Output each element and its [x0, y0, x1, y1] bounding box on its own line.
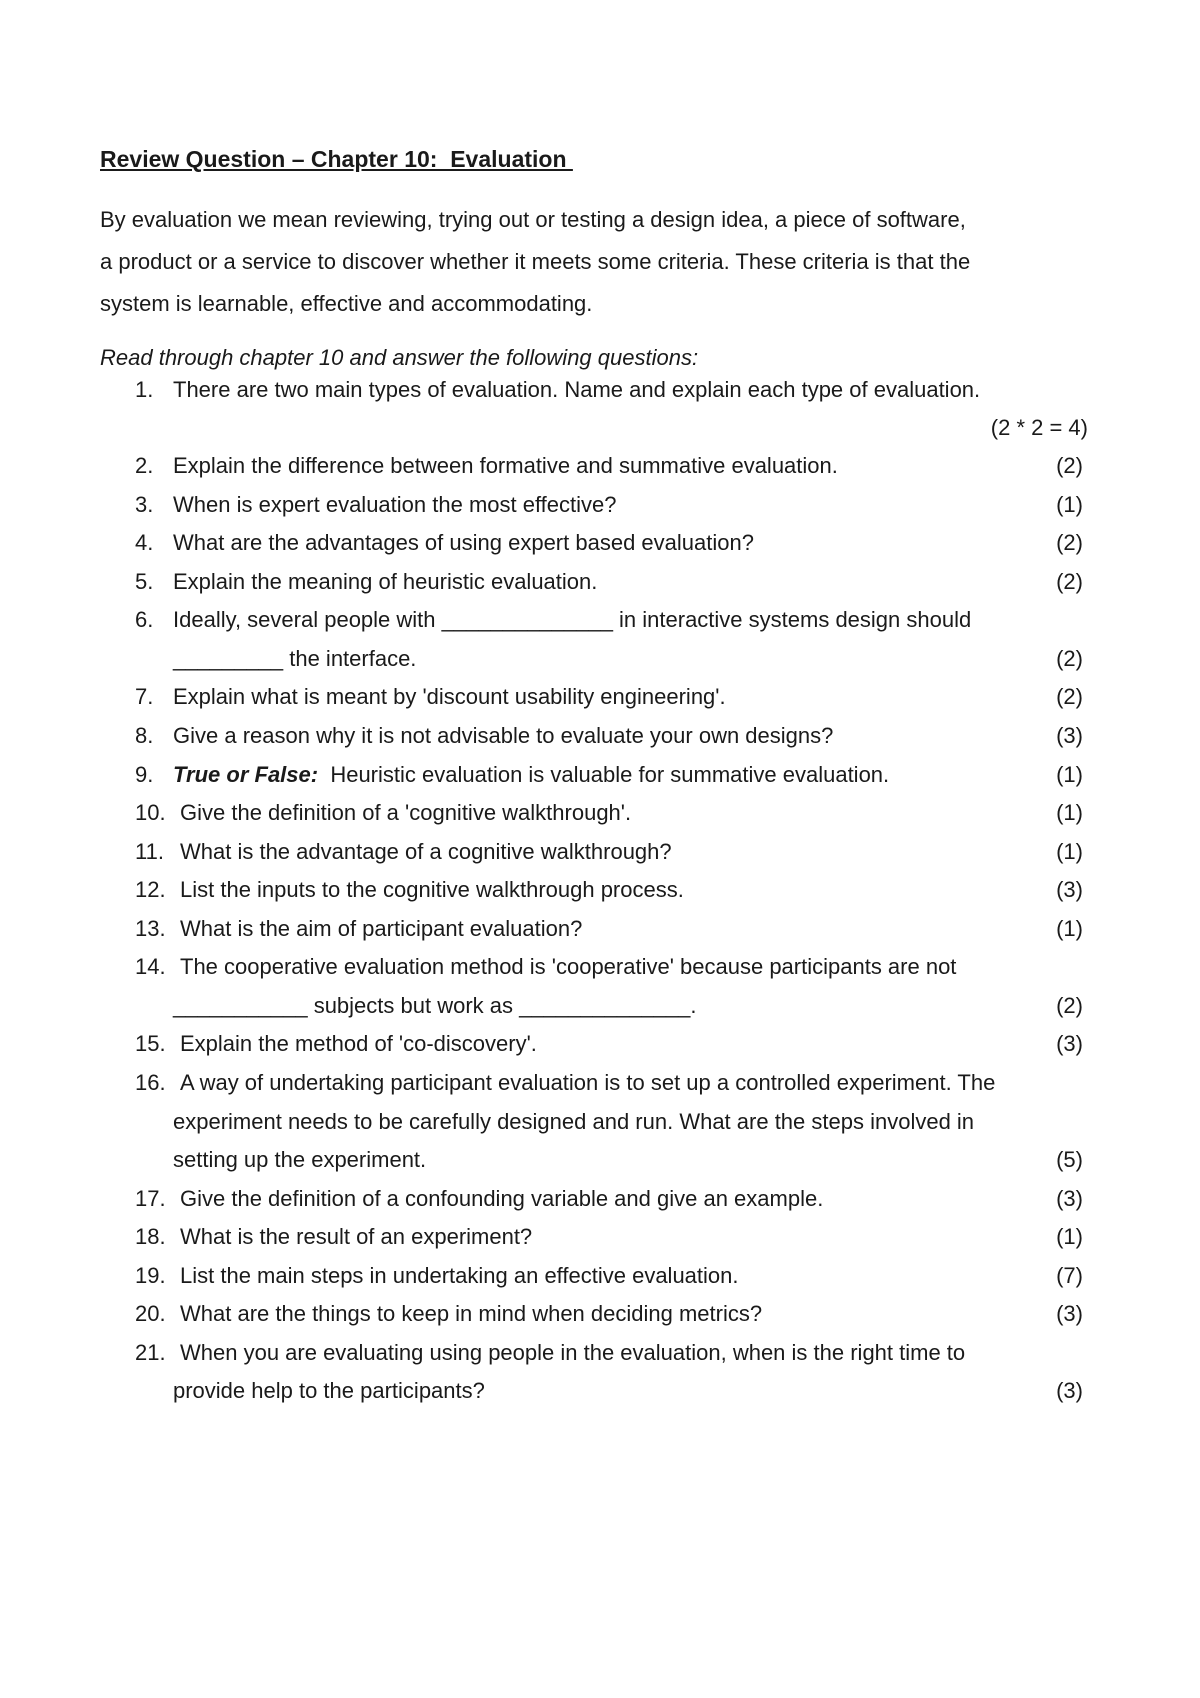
question-7: [0, 677, 1200, 717]
question-text: There are two main types of evaluation. Name and explain each type of evaluation.: [173, 377, 981, 402]
question-9: [0, 755, 1200, 795]
question-number: 17.: [135, 1186, 166, 1211]
question-number: 14.: [135, 954, 166, 979]
question-15: [0, 1024, 1200, 1064]
question-marks: (1): [1056, 839, 1083, 864]
question-marks: (1): [1056, 1224, 1083, 1249]
question-16: [0, 1063, 1200, 1103]
question-marks: (3): [1056, 723, 1083, 748]
question-marks: (2 * 2 = 4): [990, 415, 1088, 440]
question-6-continued: [0, 639, 1200, 679]
question-text: provide help to the participants?: [173, 1378, 485, 1403]
question-text: experiment needs to be carefully designed and run. What are the steps involved in: [173, 1109, 975, 1134]
question-text: Explain the difference between formative and summative evaluation.: [173, 453, 838, 478]
question-16-continued: [0, 1140, 1200, 1180]
instruction-text: Read through chapter 10 and answer the following questions:: [100, 345, 699, 370]
question-number: 3.: [135, 492, 154, 517]
question-number: 19.: [135, 1263, 166, 1288]
question-marks: (2): [1056, 530, 1083, 555]
question-text: What are the advantages of using expert based evaluation?: [173, 530, 754, 555]
question-number: 15.: [135, 1031, 166, 1056]
question-marks: (2): [1056, 646, 1083, 671]
question-text: Explain the method of 'co-discovery'.: [180, 1031, 537, 1056]
question-marks: (3): [1056, 1186, 1083, 1211]
question-number: 10.: [135, 800, 166, 825]
question-text: List the main steps in undertaking an effective evaluation.: [180, 1263, 739, 1288]
question-text: Give a reason why it is not advisable to evaluate your own designs?: [173, 723, 834, 748]
question-text: What is the advantage of a cognitive walkthrough?: [180, 839, 672, 864]
question-number: 2.: [135, 453, 154, 478]
question-14-continued: [0, 986, 1200, 1026]
question-8: [0, 716, 1200, 756]
question-marks: (1): [1056, 800, 1083, 825]
question-4: [0, 523, 1200, 563]
question-text: [173, 755, 889, 795]
question-20: [0, 1294, 1200, 1334]
question-10: [0, 793, 1200, 833]
question-2: [0, 446, 1200, 486]
question-17: [0, 1179, 1200, 1219]
question-1-marks-line: [0, 408, 1200, 448]
question-marks: (1): [1056, 762, 1083, 787]
question-14: [0, 947, 1200, 987]
question-5: [0, 562, 1200, 602]
question-number: 12.: [135, 877, 166, 902]
intro-line: system is learnable, effective and accommodating.: [100, 291, 593, 316]
question-number: 1.: [135, 377, 154, 402]
question-text-body: Heuristic evaluation is valuable for summative evaluation.: [318, 762, 890, 787]
question-text: A way of undertaking participant evaluation is to set up a controlled experiment. The: [180, 1070, 996, 1095]
question-number: 8.: [135, 723, 154, 748]
question-number: 11.: [135, 839, 164, 864]
question-number: 7.: [135, 684, 154, 709]
question-12: [0, 870, 1200, 910]
question-number: 16.: [135, 1070, 166, 1095]
intro-line: a product or a service to discover whether it meets some criteria. These criteria is that the: [100, 249, 971, 274]
question-16-continued: [0, 1102, 1200, 1142]
question-text: Give the definition of a confounding variable and give an example.: [180, 1186, 824, 1211]
question-18: [0, 1217, 1200, 1257]
question-text: What is the result of an experiment?: [180, 1224, 533, 1249]
question-number: 5.: [135, 569, 154, 594]
question-text: Ideally, several people with ______________ in interactive systems design should: [173, 607, 972, 632]
question-marks: (2): [1056, 684, 1083, 709]
question-marks: (3): [1056, 877, 1083, 902]
question-21-continued: [0, 1371, 1200, 1411]
question-number: 9.: [135, 762, 154, 787]
question-number: 18.: [135, 1224, 166, 1249]
question-number: 13.: [135, 916, 166, 941]
question-text: Explain what is meant by 'discount usability engineering'.: [173, 684, 726, 709]
question-11: [0, 832, 1200, 872]
question-marks: (7): [1056, 1263, 1083, 1288]
question-marks: (1): [1056, 916, 1083, 941]
intro-paragraph: [100, 199, 1100, 325]
question-marks: (2): [1056, 993, 1083, 1018]
question-number: 6.: [135, 607, 154, 632]
question-21: [0, 1333, 1200, 1373]
question-text: Give the definition of a 'cognitive walkthrough'.: [180, 800, 632, 825]
question-text: setting up the experiment.: [173, 1147, 427, 1172]
question-text: What is the aim of participant evaluation?: [180, 916, 583, 941]
question-19: [0, 1256, 1200, 1296]
question-number: 4.: [135, 530, 154, 555]
question-text: _________ the interface.: [173, 646, 417, 671]
question-text: List the inputs to the cognitive walkthrough process.: [180, 877, 684, 902]
question-text: Explain the meaning of heuristic evaluation.: [173, 569, 598, 594]
question-number: 20.: [135, 1301, 166, 1326]
question-marks: (3): [1056, 1378, 1083, 1403]
question-marks: (3): [1056, 1301, 1083, 1326]
page-title: Review Question – Chapter 10: Evaluation: [100, 146, 573, 172]
true-false-label: True or False:: [173, 762, 319, 787]
intro-line: By evaluation we mean reviewing, trying out or testing a design idea, a piece of software,: [100, 207, 966, 232]
question-3: [0, 485, 1200, 525]
question-text: The cooperative evaluation method is 'cooperative' because participants are not: [180, 954, 957, 979]
question-marks: (1): [1056, 492, 1083, 517]
question-marks: (2): [1056, 569, 1083, 594]
question-marks: (3): [1056, 1031, 1083, 1056]
question-text: When you are evaluating using people in the evaluation, when is the right time to: [180, 1340, 966, 1365]
question-number: 21.: [135, 1340, 166, 1365]
question-marks: (2): [1056, 453, 1083, 478]
question-13: [0, 909, 1200, 949]
question-text: ___________ subjects but work as ______________.: [173, 993, 697, 1018]
question-text: When is expert evaluation the most effective?: [173, 492, 617, 517]
question-marks: (5): [1056, 1147, 1083, 1172]
question-text: What are the things to keep in mind when deciding metrics?: [180, 1301, 763, 1326]
question-1: [0, 370, 1200, 410]
question-6: [0, 600, 1200, 640]
